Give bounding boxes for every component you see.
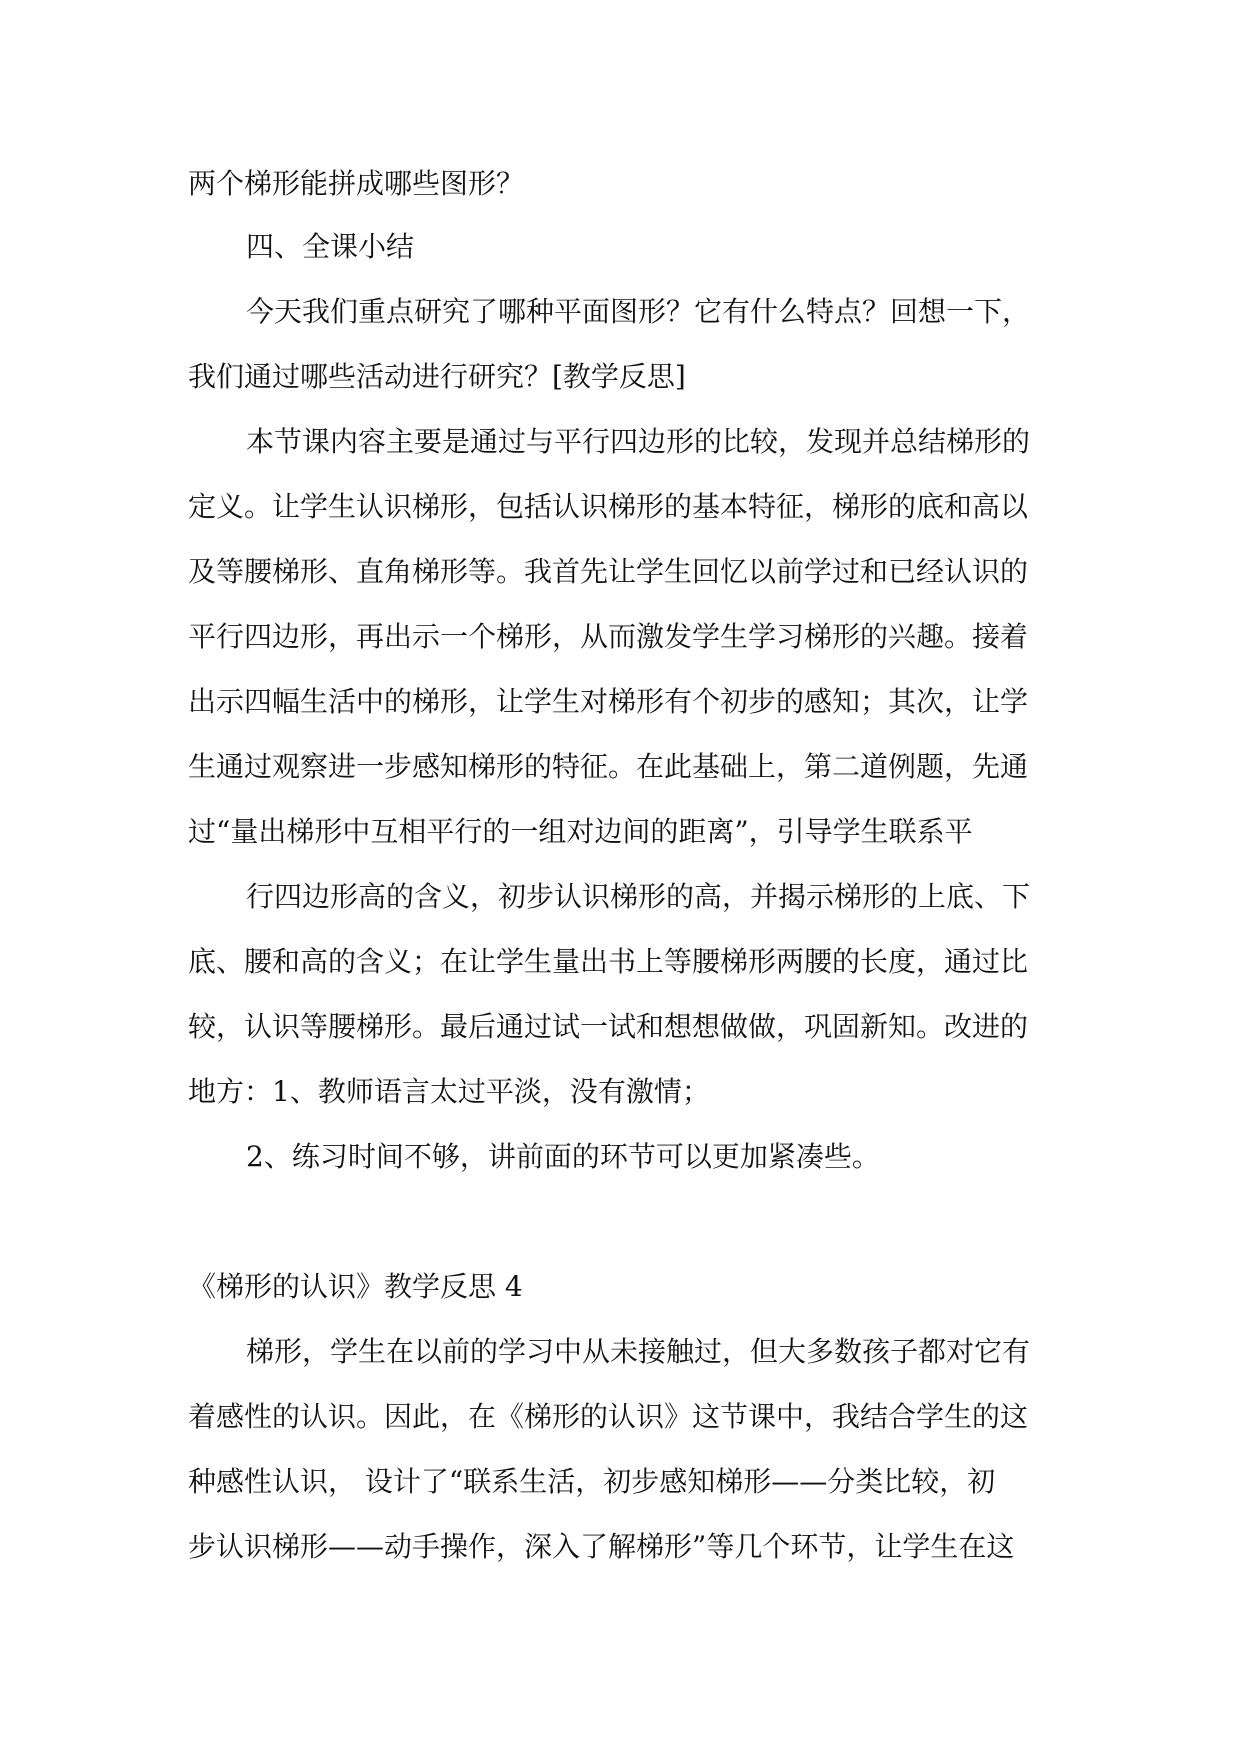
section-heading: 四、全课小结 [246,230,415,263]
text-line: 梯形，学生在以前的学习中从未接触过，但大多数孩子都对它有 [246,1335,1031,1368]
text-line: 种感性认识， 设计了“联系生活，初步感知梯形——分类比较，初 [188,1465,996,1498]
text-line: 今天我们重点研究了哪种平面图形？它有什么特点？回想一下， [246,295,1031,328]
text-line: 本节课内容主要是通过与平行四边形的比较，发现并总结梯形的 [246,425,1031,458]
text-line: 较，认识等腰梯形。最后通过试一试和想想做做，巩固新知。改进的 [188,1010,1029,1043]
text-line: 出示四幅生活中的梯形，让学生对梯形有个初步的感知；其次，让学 [188,685,1029,718]
text-line: 2、练习时间不够，讲前面的环节可以更加紧凑些。 [246,1140,880,1173]
text-line: 过“量出梯形中互相平行的一组对边间的距离”，引导学生联系平 [188,815,973,848]
article-title: 《梯形的认识》教学反思 4 [188,1270,523,1303]
text-line: 我们通过哪些活动进行研究？[教学反思] [188,360,686,393]
text-line: 定义。让学生认识梯形，包括认识梯形的基本特征，梯形的底和高以 [188,490,1029,523]
text-line: 两个梯形能拼成哪些图形？ [188,167,525,200]
text-line: 地方：1、教师语言太过平淡，没有激情； [188,1075,710,1108]
text-line: 生通过观察进一步感知梯形的特征。在此基础上，第二道例题，先通 [188,750,1029,783]
text-line: 行四边形高的含义，初步认识梯形的高，并揭示梯形的上底、下 [246,880,1031,913]
text-line: 底、腰和高的含义；在让学生量出书上等腰梯形两腰的长度，通过比 [188,945,1029,978]
text-line: 及等腰梯形、直角梯形等。我首先让学生回忆以前学过和已经认识的 [188,555,1029,588]
text-line: 平行四边形，再出示一个梯形，从而激发学生学习梯形的兴趣。接着 [188,620,1029,653]
text-line: 步认识梯形——动手操作，深入了解梯形”等几个环节，让学生在这 [188,1530,1015,1563]
text-line: 着感性的认识。因此，在《梯形的认识》这节课中，我结合学生的这 [188,1400,1029,1433]
